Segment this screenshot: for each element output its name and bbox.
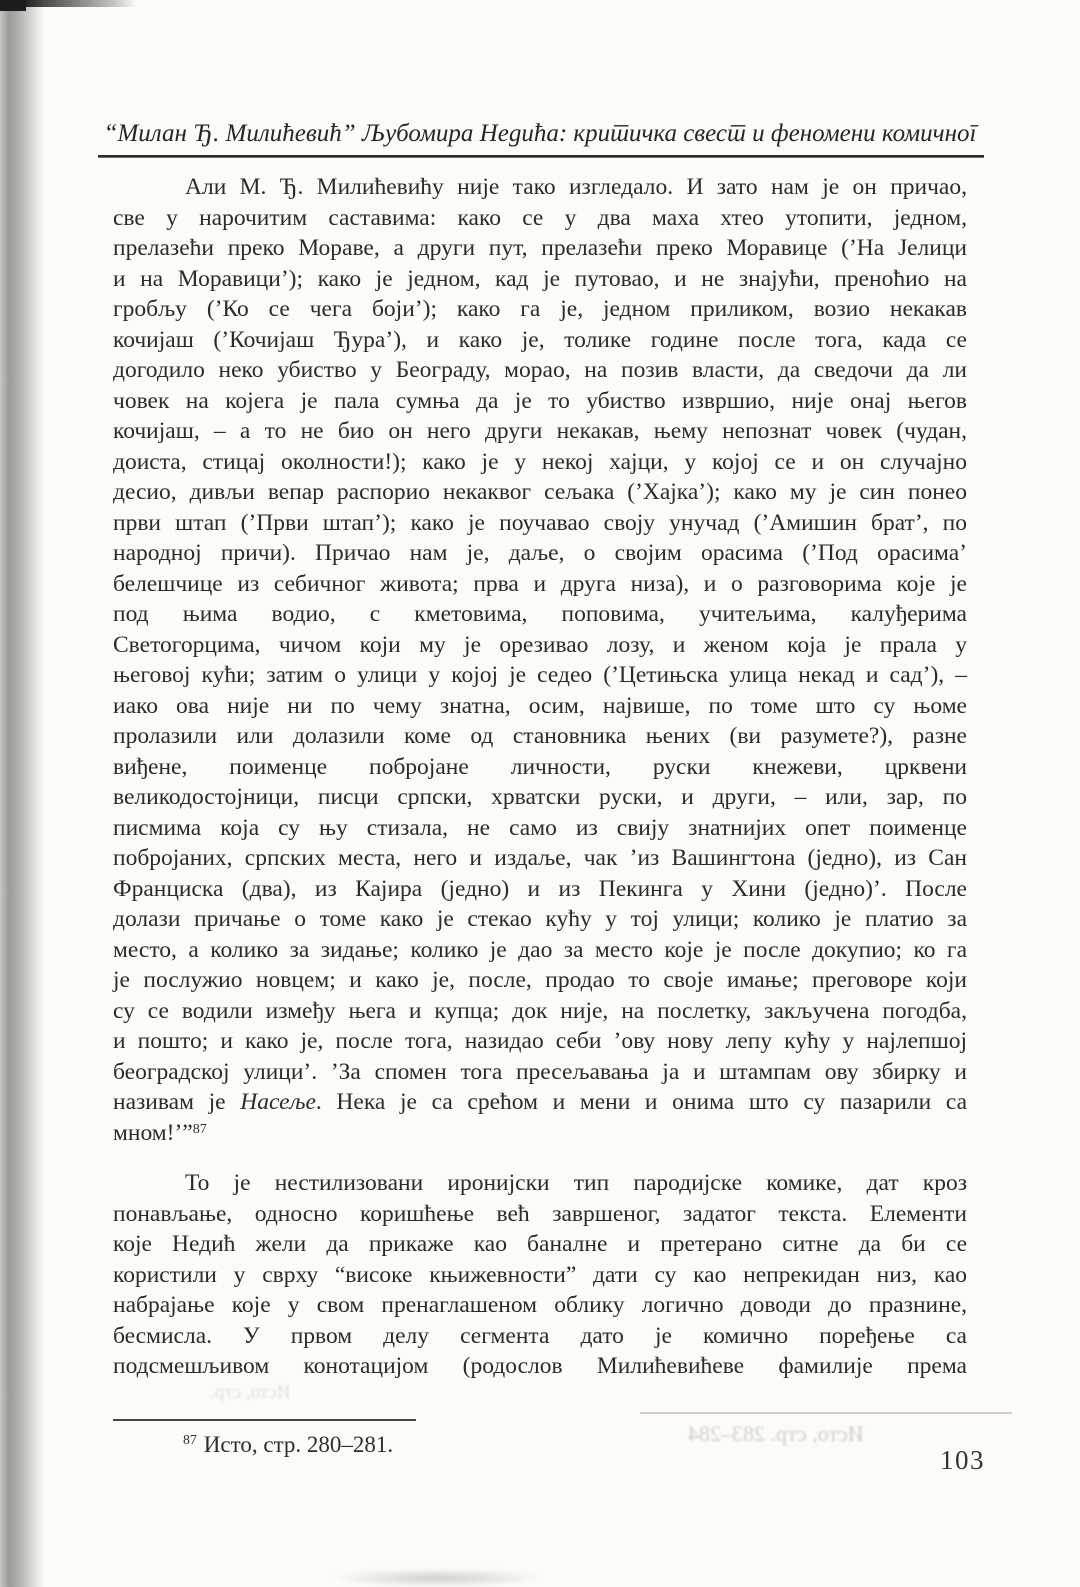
page-number: 103 (940, 1445, 985, 1475)
text-line: кочијаш, – а то не био он него други некакав, њему непознат човек (чудан, (113, 418, 967, 444)
text-line: иако ова није ни по чему знатна, осим, највише, по томе што су њоме (113, 692, 967, 719)
header-rule (98, 155, 984, 158)
text-line: место, а колико за зидање; колико је дао за место које је после докупио; ко га (113, 936, 967, 963)
text-line: понављање, односно коришћење већ завршеног, задатог текста. Елементи (113, 1200, 967, 1227)
paragraph (113, 1168, 967, 1382)
text-line: Али М. Ђ. Милићевићу није тако изгледало. И зато нам је он причао, (185, 174, 967, 200)
text-line: све у нарочитим саставима: како се у два маха хтео утопити, једном, (113, 204, 967, 231)
text-line: писмима која су њу стизала, не само из свију знатнијих опет поименце (113, 814, 967, 841)
footnote-text: Исто, стр. 280–281. (203, 1432, 394, 1457)
text-line: пролазили или долазили коме од становника њених (ви разумете?), разне (113, 723, 967, 749)
text-line: доиста, стицај околности!); како је у некој хајци, у којој се и он случајно (113, 448, 967, 475)
text-line: долази причање о томе како је стекао кућу у тој улици; колико је платио за (113, 906, 967, 932)
text-line: су се водили између њега и купца; док није, на послетку, закључена погодба, (113, 997, 967, 1024)
text-line: називам је Насеље. Нека је са срећом и мени и онима што су пазарили са (113, 1089, 968, 1115)
body-text (113, 172, 967, 1382)
scan-smudge (330, 1569, 545, 1587)
text-line: његовој кући; затим о улици у којој је седео (’Цетињска улица некад и сад’), – (113, 662, 967, 688)
text-line: и пошто; и како је, после тога, назидао себи ’ову нову лепу кућу у најлепшој (113, 1028, 967, 1054)
paragraph (113, 172, 967, 1148)
text-line: прелазећи преко Мораве, а други пут, прелазећи преко Моравице (’На Јелици (113, 235, 967, 261)
text-line: мном!’”$^{87}$ (113, 1119, 207, 1146)
text-line: Светогорцима, чичом који му је орезивао лозу, и женом која је прала у (113, 631, 967, 658)
text-line: кочијаш (’Кочијаш Ђура’), и како је, толике године после тога, када се (113, 326, 967, 353)
text-line: Франциска (два), из Кајира (једно) и из Пекинга у Хини (једно)’. После (113, 875, 967, 902)
text-line: догодило неко убиство у Београду, морао, на позив власти, да сведочи да ли (113, 357, 967, 383)
text-line: први штап (’Први штап’); како је поучавао своју унучад (’Амишин брат’, по (113, 509, 967, 536)
text-line: виђене, поименце побројане личности, руски кнежеви, црквени (113, 753, 967, 780)
text-line: набрајање које у свом пренаглашеном облику логично доводи до празнине, (113, 1292, 967, 1318)
scan-gutter-shadow (0, 0, 44, 1587)
footnote-marker: 87 (183, 1432, 197, 1447)
bleed-through-rule (640, 1412, 1012, 1414)
footnote (183, 1432, 393, 1458)
text-line: белешчице из себичног живота; прва и друга низа), и о разговорима које је (113, 570, 967, 597)
text-line: користили у сврху “високе књижевности” дати су као непрекидан низ, као (113, 1261, 967, 1288)
text-line: побројаних, српских места, него и издаље, чак ’из Вашингтона (једно), из Сан (113, 845, 967, 871)
text-line: гробљу (’Ко се чега боји’); како га је, једном приликом, возио некакав (113, 296, 967, 322)
text-line: подсмешљивом конотацијом (родослов Милићевићеве фамилије према (113, 1353, 967, 1379)
scan-corner-mark (0, 0, 26, 11)
text-line: народној причи). Причао нам је, даље, о својим орасима (’Под орасима’ (113, 540, 967, 566)
text-line: је послужио новцем; и како је, после, продао то своје имање; преговоре који (113, 967, 967, 993)
footnote-separator (113, 1419, 416, 1421)
text-line: човек на којега је пала сумња да је то убиство извршио, није онај његов (113, 387, 967, 414)
text-line: десио, дивљи вепар распорио некаквог сељака (’Хајка’); како му је син понео (113, 479, 967, 505)
scan-top-edge-artifact (18, 0, 136, 7)
bleed-through-text-left: Исто, стр. (210, 1382, 291, 1403)
text-line: под њима водио, с кметовима, поповима, учитељима, калуђерима (113, 601, 967, 627)
text-line: бесмисла. У првом делу сегмента дато је комично поређење са (113, 1322, 967, 1349)
text-line: београдској улици’. ’За спомен тога пресељавања ја и штампам ову збирку и (113, 1058, 967, 1085)
running-header: “Милан Ђ. Милићевић” Љубомира Недића: критичка свест и феномени комичног (103, 120, 977, 147)
text-line: великодостојници, писци српски, хрватски руски, и други, – или, зар, по (113, 784, 967, 810)
text-line: и на Моравици’); како је једном, кад је путовао, и не знајући, преноћио на (113, 265, 967, 292)
text-line: које Недић жели да прикаже као баналне и претерано ситне да би се (113, 1231, 967, 1257)
bleed-through-text-right: Исто, стр. 283–284 (688, 1421, 864, 1446)
text-line: То је нестилизовани иронијски тип пародијске комике, дат кроз (185, 1170, 967, 1196)
